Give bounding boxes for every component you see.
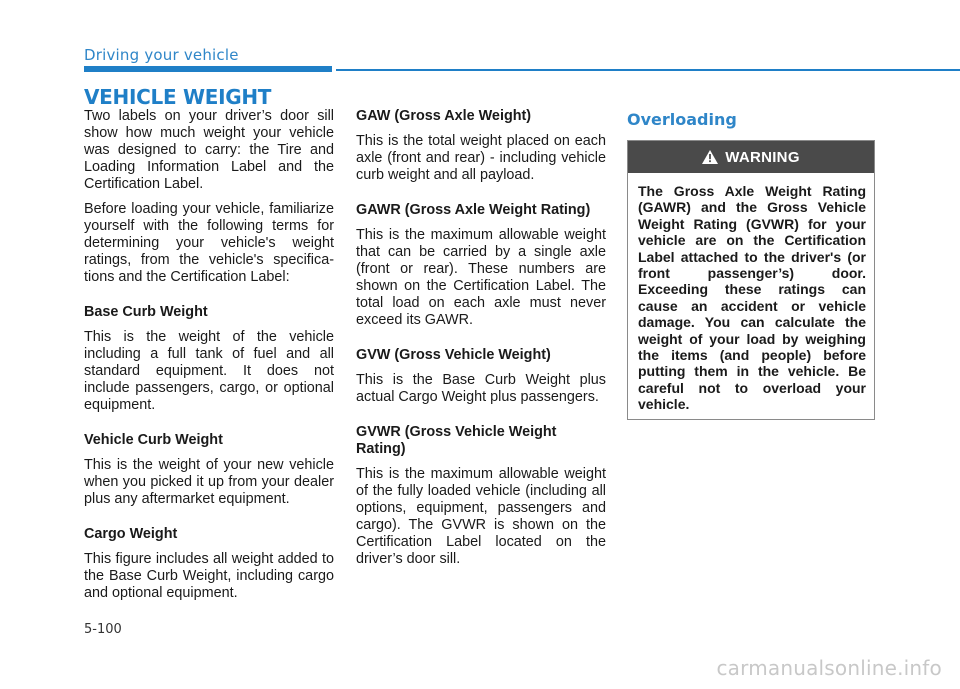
column-2 <box>356 108 606 576</box>
vehicle-curb-weight-heading: Vehicle Curb Weight <box>84 432 223 448</box>
warning-text: The Gross Axle Weight Rating (GAWR) and the Gross Vehicle Weight Rating (GVWR) for your vehicle are on the Certification Label attached to the driver's (or front passenger’s) door. Exceeding these ratings can cause an accident or vehicle damage. You can calculate the weight of your load by weighing the items (and people) before putting them in the vehicle. Be careful not to overload your vehicle. <box>638 183 866 413</box>
spacer <box>356 192 606 202</box>
warning-triangle-icon <box>702 150 718 164</box>
column-1 <box>84 108 334 610</box>
gawr-text: This is the maximum allowable weight that can be carried by a single axle (front or rear). These numbers are shown on the Certification Label. The total load on each axle must never exceed its GAWR. <box>356 227 606 328</box>
gvwr-text: This is the maximum allowable weight of the fully loaded vehicle (including all options, equipment, passengers and cargo). The GVWR is shown on the Certification Label located on the driver’s door sill. <box>356 466 606 567</box>
base-curb-weight-text: This is the weight of the vehicle including a full tank of fuel and all standard equipment. It does not include passengers, cargo, or optional equipment. <box>84 329 334 413</box>
cargo-weight-heading: Cargo Weight <box>84 526 178 542</box>
gvwr-heading: GVWR (Gross Vehicle Weight Rating) <box>356 424 557 457</box>
warning-header <box>628 141 874 173</box>
spacer <box>84 294 334 304</box>
header-rule-thin <box>336 69 960 71</box>
spacer <box>84 422 334 432</box>
gvw-text: This is the Base Curb Weight plus actual Cargo Weight plus passengers. <box>356 372 606 405</box>
gaw-heading: GAW (Gross Axle Weight) <box>356 108 532 124</box>
gvw-heading: GVW (Gross Vehicle Weight) <box>356 347 551 363</box>
header-rule-thick <box>84 66 332 72</box>
section-label: Driving your vehicle <box>84 46 239 64</box>
intro-paragraph-1: Two labels on your driver’s door sill show how much weight your vehicle was designed to carry: the Tire and Loading Information Label and the Certification Label. <box>84 108 334 192</box>
intro-paragraph-2: Before loading your vehicle, familiarize yourself with the following terms for determining your vehicle's weight ratings, from the vehicle's specifications and the Certification Label: <box>84 201 334 285</box>
warning-box <box>627 140 875 420</box>
page-title: VEHICLE WEIGHT <box>84 85 272 109</box>
gawr-heading: GAWR (Gross Axle Weight Rating) <box>356 202 591 218</box>
base-curb-weight-heading: Base Curb Weight <box>84 304 208 320</box>
watermark: carmanualsonline.info <box>716 656 942 680</box>
page-number: 5-100 <box>84 622 122 637</box>
spacer <box>356 337 606 347</box>
overloading-heading: Overloading <box>627 110 737 129</box>
cargo-weight-text: This figure includes all weight added to the Base Curb Weight, including cargo and optional equipment. <box>84 551 334 601</box>
warning-label: WARNING <box>725 148 800 166</box>
vehicle-curb-weight-text: This is the weight of your new vehicle when you picked it up from your dealer plus any aftermarket equipment. <box>84 457 334 507</box>
spacer <box>84 516 334 526</box>
spacer <box>356 414 606 424</box>
gaw-text: This is the total weight placed on each axle (front and rear) - including vehicle curb weight and all payload. <box>356 133 606 183</box>
